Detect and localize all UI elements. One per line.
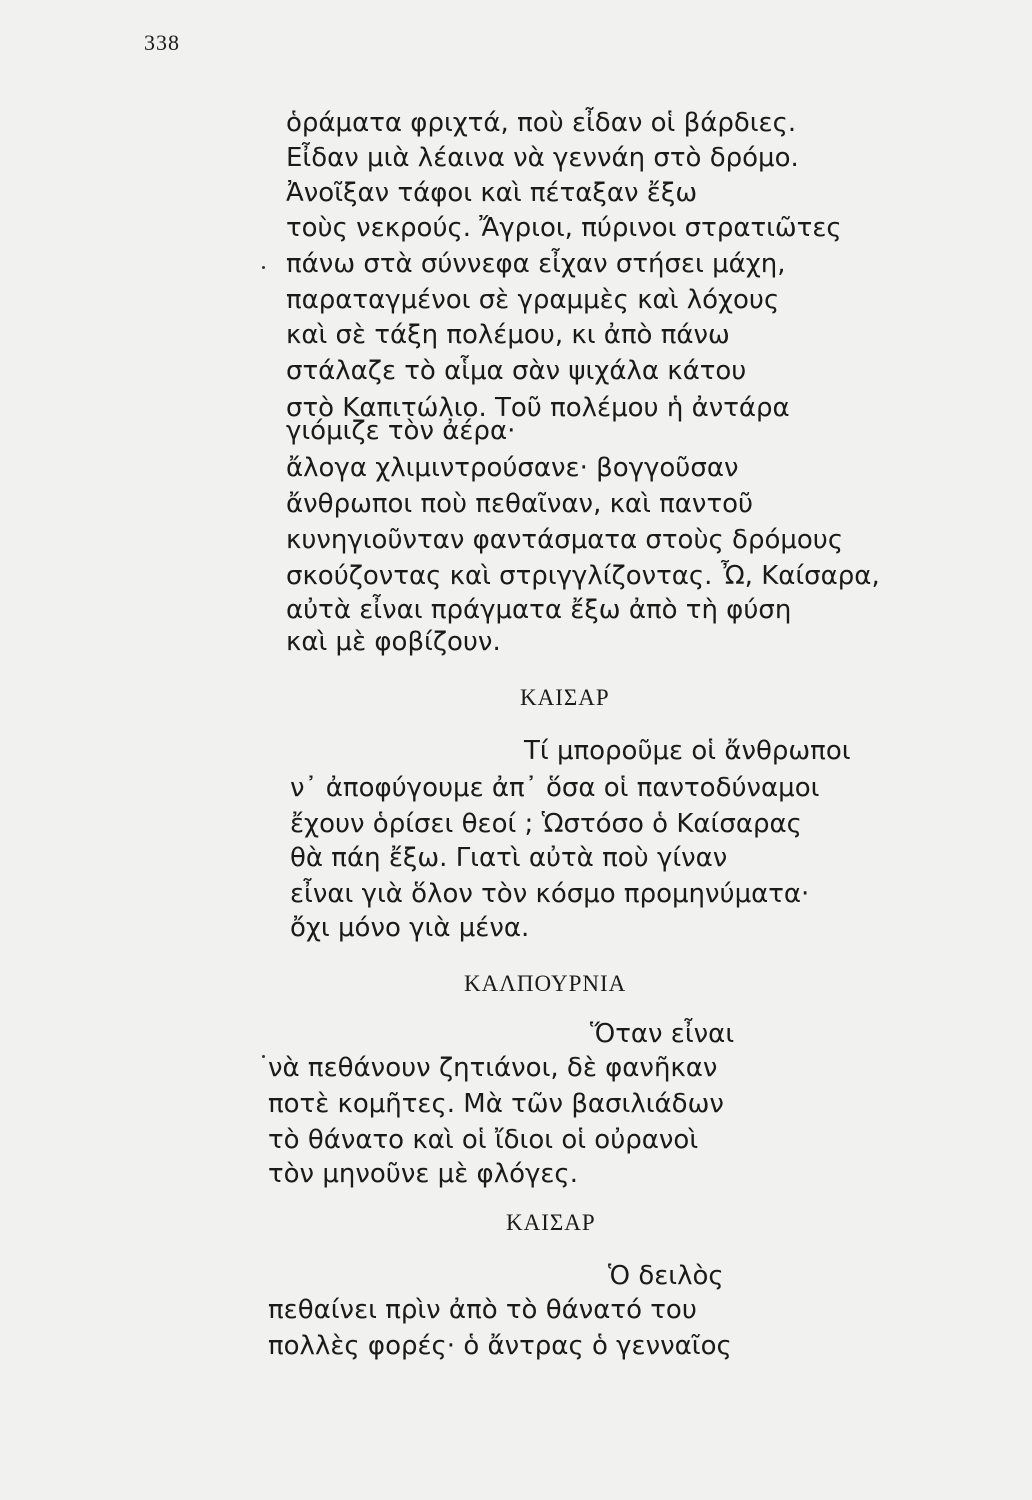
verse-line: γιόμιζε τὸν ἀέρα· — [286, 416, 516, 446]
verse-line: Εἶδαν μιὰ λέαινα νὰ γεννάη στὸ δρόμο. — [286, 143, 799, 173]
verse-line: θὰ πάη ἔξω. Γιατὶ αὐτὰ ποὺ γίναν — [290, 843, 728, 873]
page-number: 338 — [144, 30, 180, 55]
verse-line: τοὺς νεκρούς. Ἄγριοι, πύρινοι στρατιῶτες — [286, 213, 842, 243]
verse-line: πεθαίνει πρὶν ἀπὸ τὸ θάνατό του — [268, 1295, 697, 1325]
verse-line: τὸν μηνοῦνε μὲ φλόγες. — [268, 1159, 578, 1189]
verse-line: καὶ μὲ φοβίζουν. — [286, 627, 501, 657]
speaker-name: ΚΑΙΣΑΡ — [506, 1210, 596, 1235]
verse-line: ἔχουν ὁρίσει θεοί ; Ὡστόσο ὁ Καίσαρας — [290, 809, 802, 839]
verse-line: σκούζοντας καὶ στριγγλίζοντας. Ὦ, Καίσαρα, — [286, 561, 880, 591]
verse-line: Τί μποροῦμε οἱ ἄνθρωποι — [524, 736, 851, 766]
verse-line: Ἀνοῖξαν τάφοι καὶ πέταξαν ἔξω — [286, 178, 698, 208]
ink-dot — [262, 266, 265, 269]
speaker-name: ΚΑΛΠΟΥΡΝΙΑ — [464, 971, 627, 996]
verse-line: Ὁ δειλὸς — [608, 1261, 724, 1291]
verse-line: πάνω στὰ σύννεφα εἶχαν στήσει μάχη, — [286, 249, 786, 279]
verse-line: αὐτὰ εἶναι πράγματα ἔξω ἀπὸ τὴ φύση — [286, 595, 792, 625]
verse-line: ἄλογα χλιμιντρούσανε· βογγοῦσαν — [286, 453, 739, 483]
verse-line: τὸ θάνατο καὶ οἱ ἴδιοι οἱ οὐρανοὶ — [268, 1125, 699, 1155]
verse-line: πολλὲς φορές· ὁ ἄντρας ὁ γενναῖος — [268, 1331, 732, 1361]
verse-line: ὁράματα φριχτά, ποὺ εἶδαν οἱ βάρδιες. — [286, 108, 797, 138]
verse-line: στὸ Καπιτώλιο. Τοῦ πολέμου ἡ ἀντάρα — [286, 393, 790, 423]
verse-line: εἶναι γιὰ ὅλον τὸν κόσμο προμηνύματα· — [290, 879, 810, 909]
verse-line: ν᾿ ἀποφύγουμε ἀπ᾿ ὅσα οἱ παντοδύναμοι — [290, 773, 820, 803]
verse-line: ὄχι μόνο γιὰ μένα. — [290, 913, 530, 943]
verse-line: καὶ σὲ τάξη πολέμου, κι ἀπὸ πάνω — [286, 320, 730, 350]
verse-line: ἄνθρωποι ποὺ πεθαῖναν, καὶ παντοῦ — [286, 489, 754, 519]
verse-line: νὰ πεθάνουν ζητιάνοι, δὲ φανῆκαν — [268, 1053, 718, 1083]
verse-line: κυνηγιοῦνταν φαντάσματα στοὺς δρόμους — [286, 525, 844, 555]
verse-line: ποτὲ κομῆτες. Μὰ τῶν βασιλιάδων — [268, 1089, 724, 1119]
speaker-name: ΚΑΙΣΑΡ — [520, 685, 610, 710]
verse-line: παραταγμένοι σὲ γραμμὲς καὶ λόχους — [286, 285, 780, 315]
verse-line: Ὅταν εἶναι — [590, 1019, 735, 1049]
ink-dot — [262, 1055, 265, 1058]
verse-line: στάλαζε τὸ αἷμα σὰν ψιχάλα κάτου — [286, 356, 747, 386]
